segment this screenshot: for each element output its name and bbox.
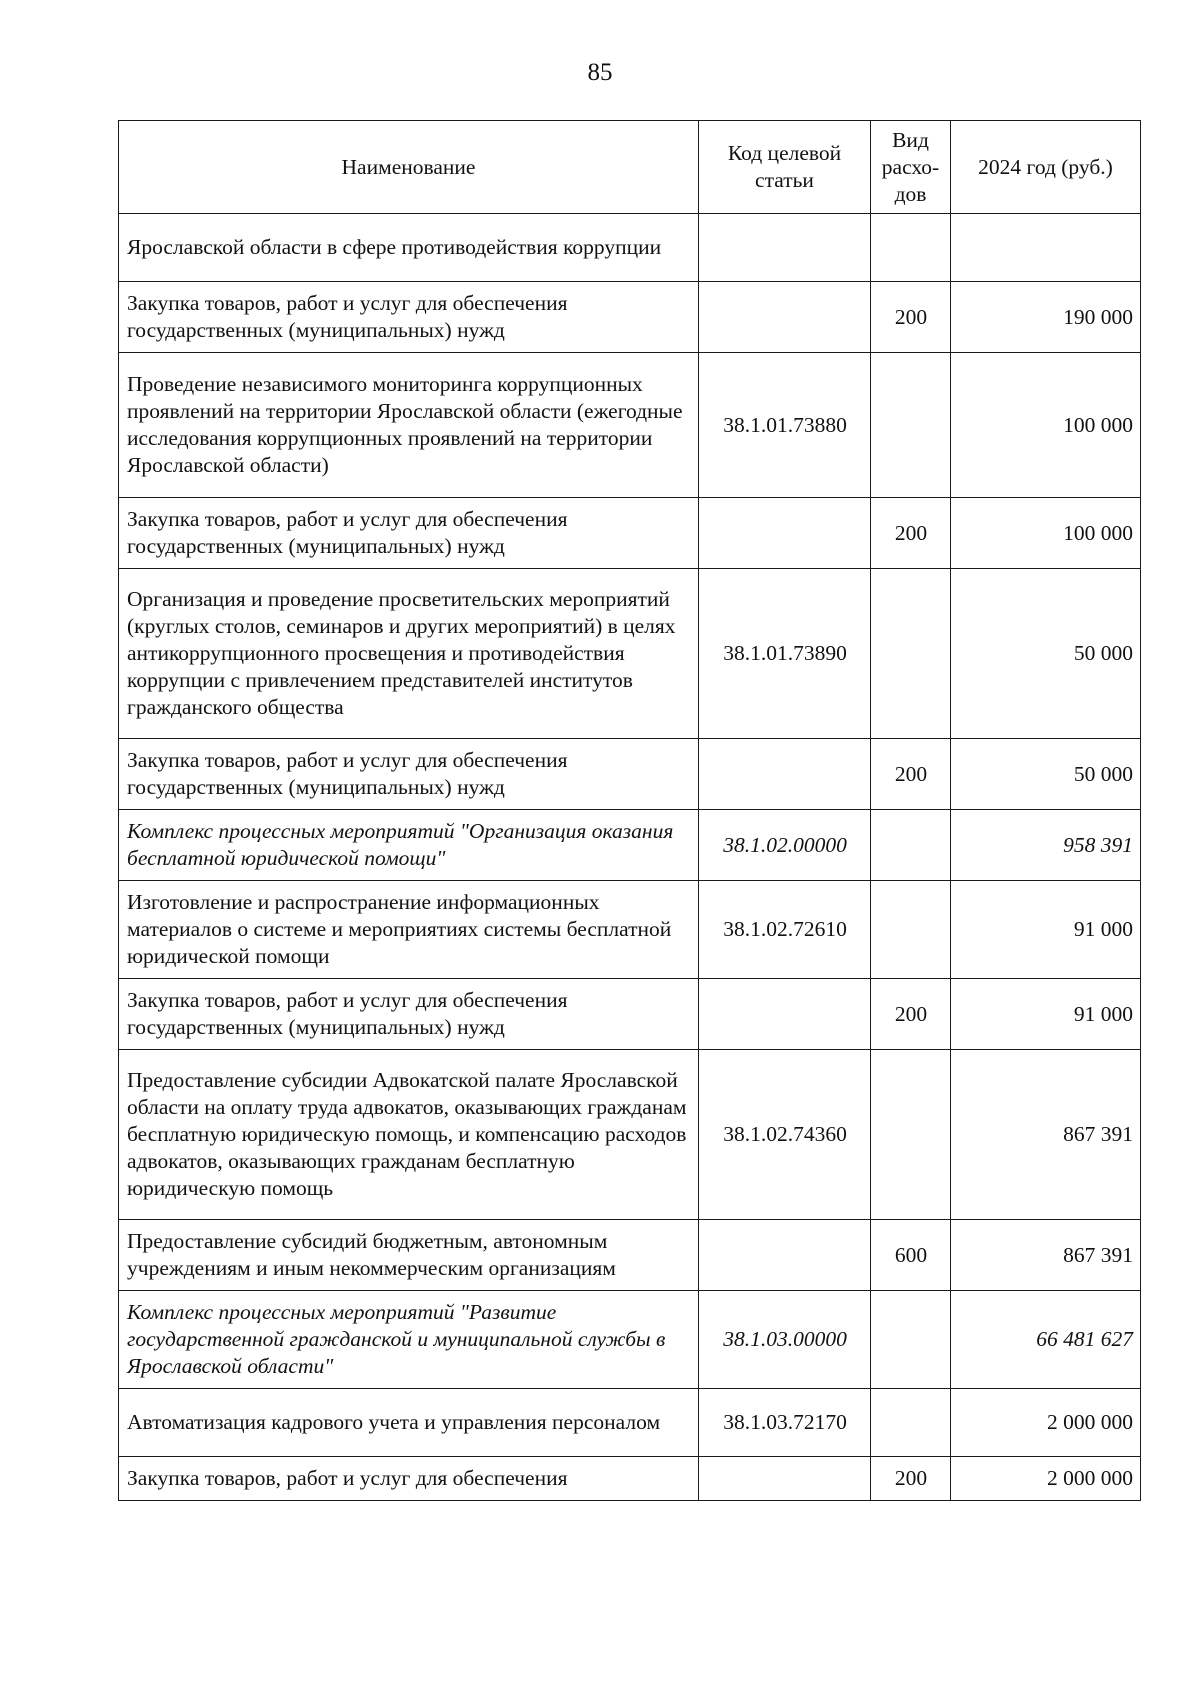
budget-table xyxy=(118,120,1141,1501)
row-type: 600 xyxy=(871,1220,951,1291)
row-amount: 50 000 xyxy=(951,569,1141,739)
row-amount: 2 000 000 xyxy=(951,1389,1141,1457)
row-code xyxy=(699,1220,871,1291)
row-code: 38.1.02.72610 xyxy=(699,881,871,979)
row-name: Проведение независимого мониторинга коррупционных проявлений на территории Ярославской области (ежегодные исследования коррупционных проявлений на территории Ярославской области) xyxy=(119,353,699,498)
row-amount: 91 000 xyxy=(951,979,1141,1050)
table-row xyxy=(119,1291,1141,1389)
row-name: Изготовление и распространение информационных материалов о системе и мероприятиях системы бесплатной юридической помощи xyxy=(119,881,699,979)
table-row xyxy=(119,810,1141,881)
row-name: Предоставление субсидий бюджетным, автономным учреждениям и иным некоммерческим организациям xyxy=(119,1220,699,1291)
row-type: 200 xyxy=(871,498,951,569)
table-row xyxy=(119,214,1141,282)
row-amount: 91 000 xyxy=(951,881,1141,979)
header-code: Код целевой статьи xyxy=(699,121,871,214)
row-amount: 2 000 000 xyxy=(951,1457,1141,1501)
row-type: 200 xyxy=(871,739,951,810)
row-code: 38.1.03.72170 xyxy=(699,1389,871,1457)
row-amount: 867 391 xyxy=(951,1220,1141,1291)
row-code: 38.1.02.74360 xyxy=(699,1050,871,1220)
header-amount: 2024 год (руб.) xyxy=(951,121,1141,214)
table-row xyxy=(119,1220,1141,1291)
table-row xyxy=(119,979,1141,1050)
row-type: 200 xyxy=(871,1457,951,1501)
row-type xyxy=(871,881,951,979)
row-type xyxy=(871,214,951,282)
table-row xyxy=(119,498,1141,569)
row-name: Ярославской области в сфере противодействия коррупции xyxy=(119,214,699,282)
row-code xyxy=(699,214,871,282)
row-name: Организация и проведение просветительских мероприятий (круглых столов, семинаров и других мероприятий) в целях антикоррупционного просвещения и противодействия коррупции с привлечением представителей институтов гражданского общества xyxy=(119,569,699,739)
table-row xyxy=(119,282,1141,353)
row-name: Закупка товаров, работ и услуг для обеспечения государственных (муниципальных) нужд xyxy=(119,282,699,353)
row-code xyxy=(699,282,871,353)
row-amount xyxy=(951,214,1141,282)
row-type xyxy=(871,1389,951,1457)
table-row xyxy=(119,739,1141,810)
row-type: 200 xyxy=(871,282,951,353)
row-name: Комплекс процессных мероприятий "Организация оказания бесплатной юридической помощи" xyxy=(119,810,699,881)
table-row xyxy=(119,881,1141,979)
row-amount: 958 391 xyxy=(951,810,1141,881)
header-type: Вид расхо-дов xyxy=(871,121,951,214)
row-amount: 867 391 xyxy=(951,1050,1141,1220)
row-code: 38.1.01.73890 xyxy=(699,569,871,739)
table-row xyxy=(119,1389,1141,1457)
page-number: 85 xyxy=(587,59,613,86)
row-amount: 190 000 xyxy=(951,282,1141,353)
row-name: Закупка товаров, работ и услуг для обеспечения государственных (муниципальных) нужд xyxy=(119,739,699,810)
table-row xyxy=(119,1050,1141,1220)
row-code: 38.1.02.00000 xyxy=(699,810,871,881)
row-amount: 50 000 xyxy=(951,739,1141,810)
table-row xyxy=(119,1457,1141,1501)
row-code xyxy=(699,979,871,1050)
row-amount: 66 481 627 xyxy=(951,1291,1141,1389)
table-header-row xyxy=(119,121,1141,214)
row-type xyxy=(871,1291,951,1389)
row-code xyxy=(699,739,871,810)
row-amount: 100 000 xyxy=(951,498,1141,569)
row-type xyxy=(871,810,951,881)
row-amount: 100 000 xyxy=(951,353,1141,498)
row-name: Предоставление субсидии Адвокатской палате Ярославской области на оплату труда адвокатов, оказывающих гражданам бесплатную юридическую помощь, и компенсацию расходов адвокатов, оказывающих гражданам бесплатную юридическую помощь xyxy=(119,1050,699,1220)
row-code xyxy=(699,498,871,569)
row-code: 38.1.01.73880 xyxy=(699,353,871,498)
table-row xyxy=(119,353,1141,498)
row-type xyxy=(871,353,951,498)
row-name: Автоматизация кадрового учета и управления персоналом xyxy=(119,1389,699,1457)
row-name: Закупка товаров, работ и услуг для обеспечения государственных (муниципальных) нужд xyxy=(119,498,699,569)
row-name: Комплекс процессных мероприятий "Развитие государственной гражданской и муниципальной службы в Ярославской области" xyxy=(119,1291,699,1389)
row-type xyxy=(871,569,951,739)
row-type xyxy=(871,1050,951,1220)
header-name: Наименование xyxy=(119,121,699,214)
row-code xyxy=(699,1457,871,1501)
row-name: Закупка товаров, работ и услуг для обеспечения государственных (муниципальных) нужд xyxy=(119,979,699,1050)
row-code: 38.1.03.00000 xyxy=(699,1291,871,1389)
row-name: Закупка товаров, работ и услуг для обеспечения xyxy=(119,1457,699,1501)
row-type: 200 xyxy=(871,979,951,1050)
table-row xyxy=(119,569,1141,739)
